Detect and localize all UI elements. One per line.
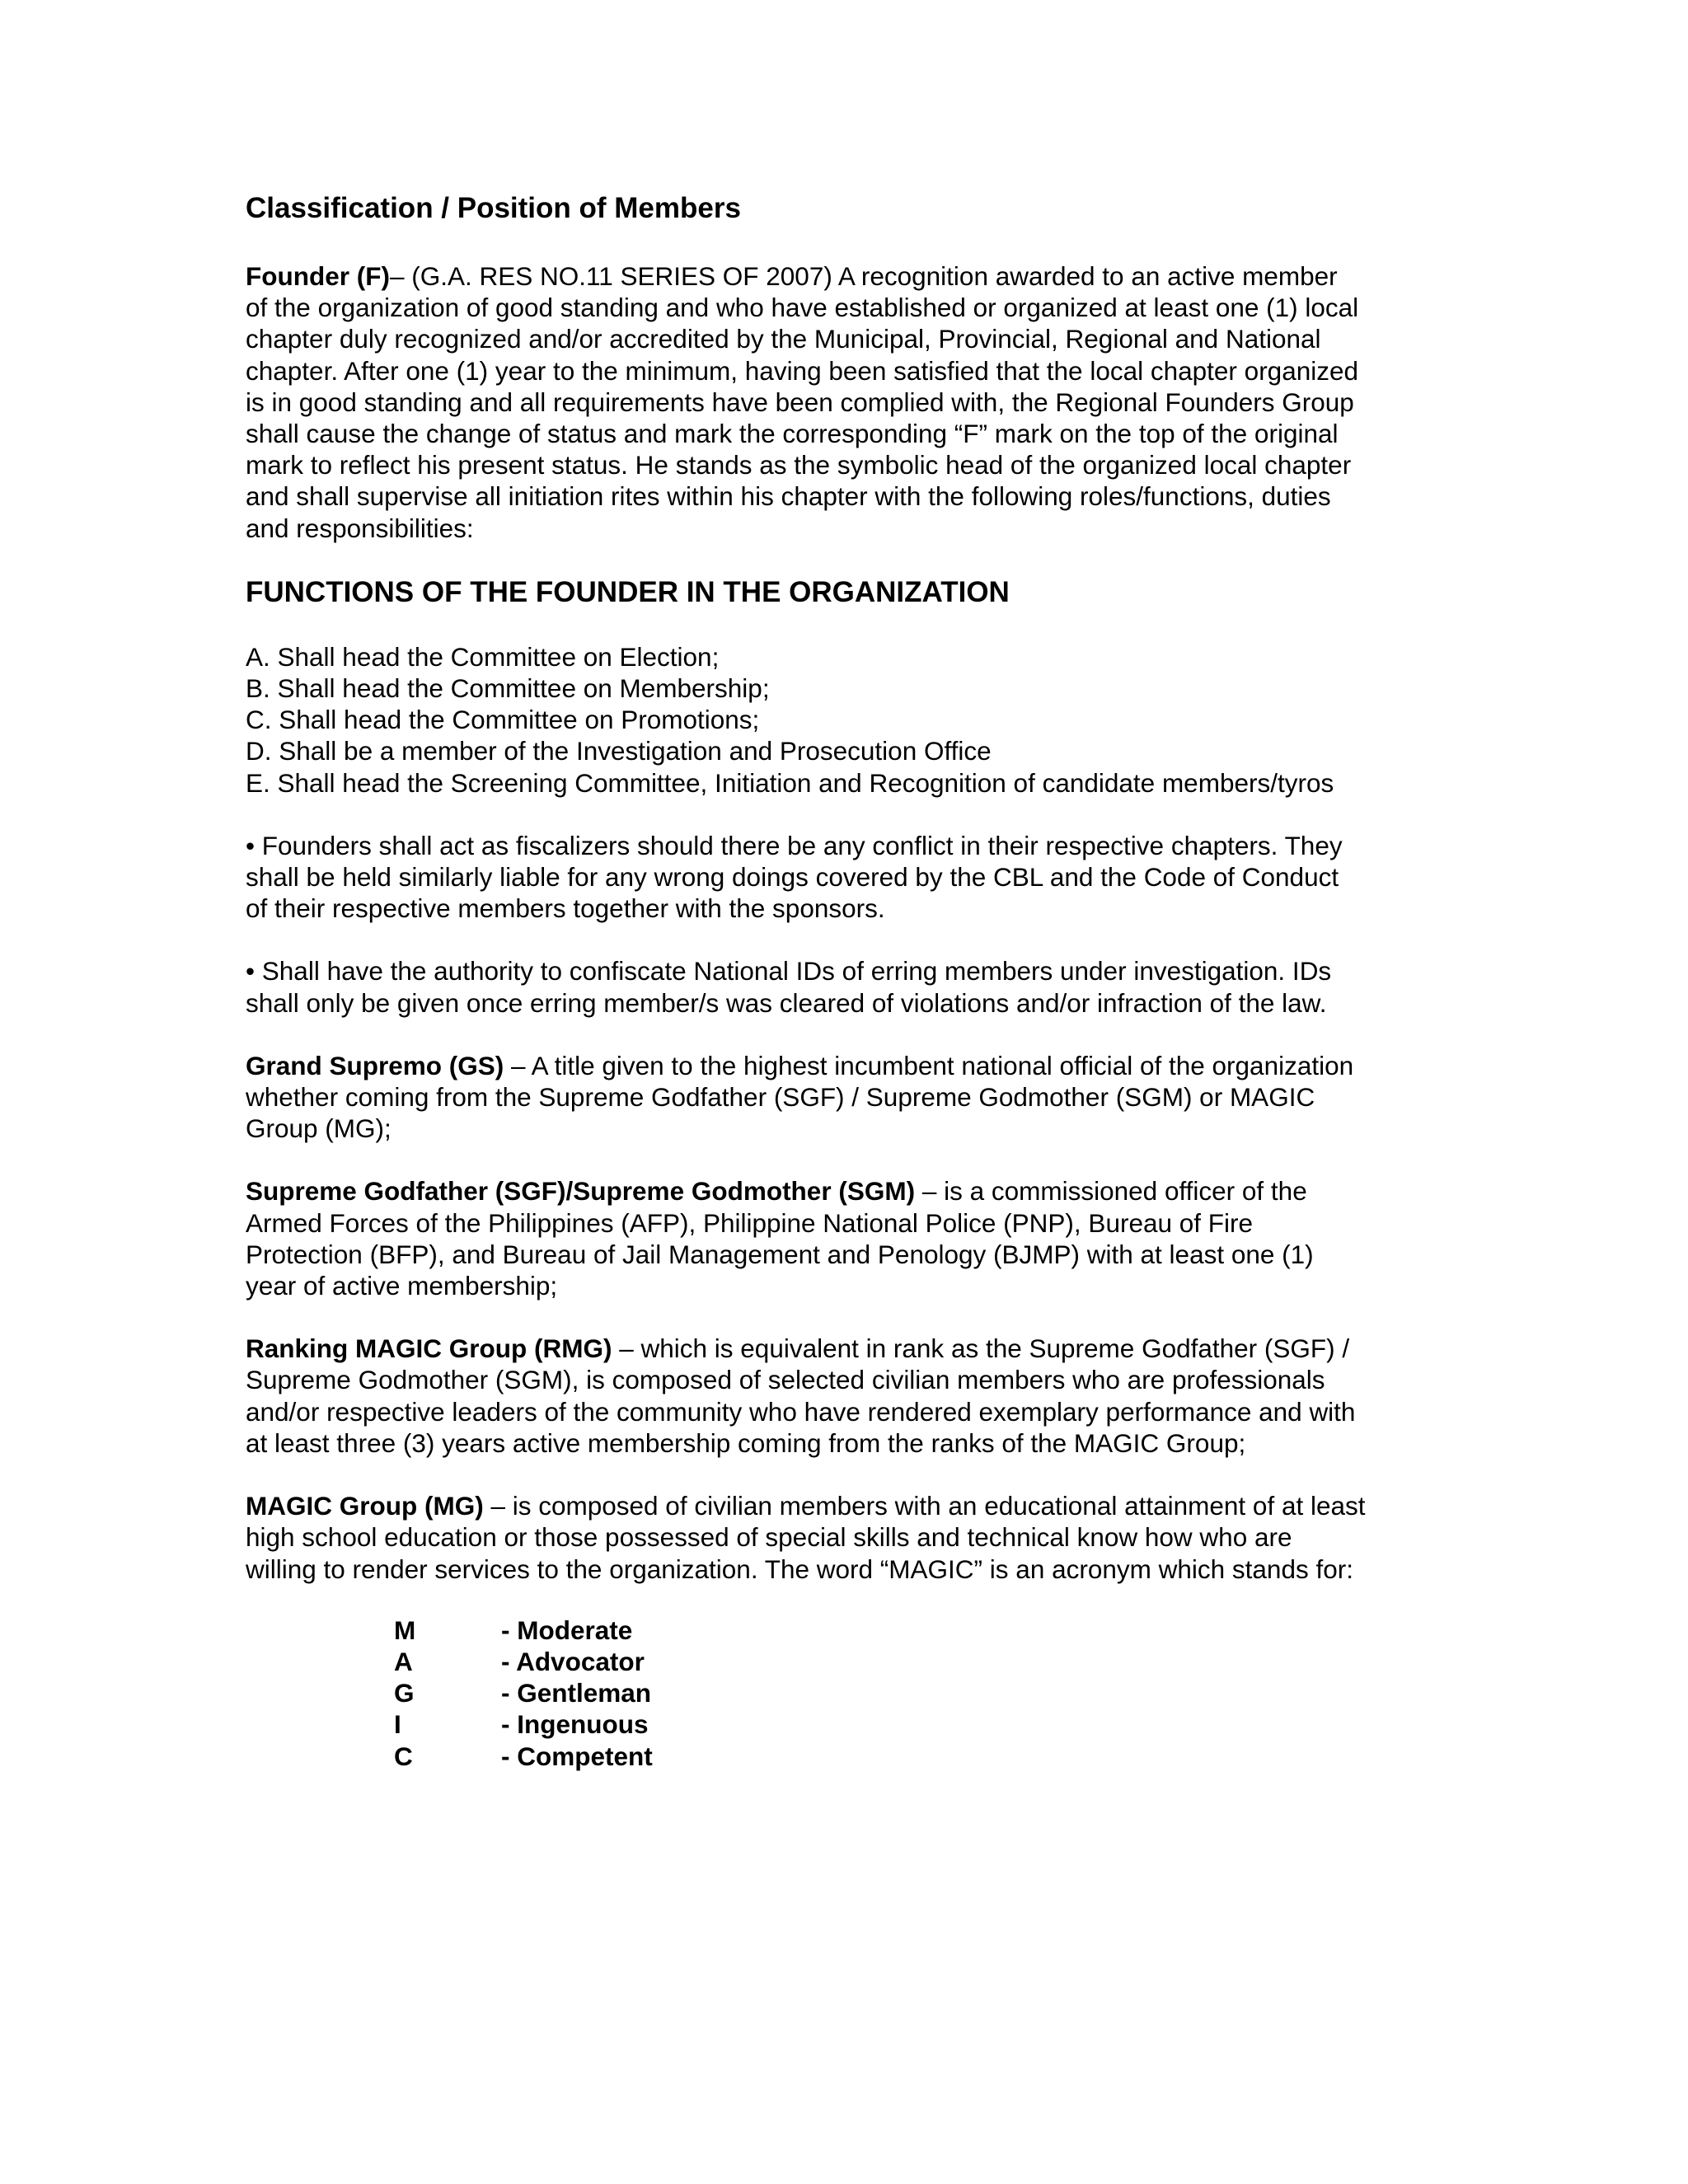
grand-supremo-term: Grand Supremo (GS) — [246, 1050, 504, 1080]
function-item: E. Shall head the Screening Committee, Initiation and Recognition of candidate members/tyros — [246, 767, 1334, 798]
ranking-magic-paragraph — [246, 1333, 1482, 1459]
magic-group-term: MAGIC Group (MG) — [246, 1491, 484, 1521]
founder-term: Founder (F) — [246, 261, 390, 291]
acronym-meaning: - Advocator — [501, 1646, 645, 1676]
acronym-row — [394, 1677, 653, 1708]
supreme-godfather-term: Supreme Godfather (SGF)/Supreme Godmother (SGM) — [246, 1176, 916, 1207]
function-item: C. Shall head the Committee on Promotions; — [246, 705, 760, 735]
acronym-meaning: - Moderate — [501, 1615, 633, 1645]
functions-list — [246, 641, 1482, 799]
function-item: B. Shall head the Committee on Membership; — [246, 673, 770, 704]
magic-group-paragraph — [246, 1490, 1482, 1585]
ranking-magic-term: Ranking MAGIC Group (RMG) — [246, 1333, 612, 1364]
function-item: D. Shall be a member of the Investigation and Prosecution Office — [246, 736, 992, 766]
supreme-godfather-paragraph — [246, 1175, 1482, 1301]
acronym-letter: C — [394, 1741, 413, 1771]
acronym-letter: M — [394, 1615, 416, 1645]
founder-paragraph — [246, 260, 1482, 544]
acronym-meaning: - Competent — [501, 1741, 653, 1771]
acronym-letter: A — [394, 1646, 413, 1676]
acronym-row — [394, 1708, 653, 1740]
acronym-row — [394, 1646, 653, 1677]
bullet-fiscalizers: • Founders shall act as fiscalizers should there be any conflict in their respective chapters. They shall be held similarly liable for any wrong doings covered by the CBL and the Code of Conduct of their respective members together with the sponsors. — [246, 830, 1343, 924]
page-title: Classification / Position of Members — [246, 192, 741, 224]
acronym-row — [394, 1615, 653, 1646]
founder-text: – (G.A. RES NO.11 SERIES OF 2007) A recognition awarded to an active member of the organization of good standing and who have established or organized at least one (1) local chapter duly recognized and/or accredited by the Municipal, Provincial, Regional and National chapter. After one (1) year to the minimum, having been satisfied that the local chapter organized is in good standing and all requirements have been complied with, the Regional Founders Group shall cause the change of status and mark the corresponding “F” mark on the top of the original mark to reflect his present status. He stands as the symbolic head of the organized local chapter and shall supervise all initiation rites within his chapter with the following roles/functions, duties and responsibilities: — [246, 261, 1359, 543]
grand-supremo-paragraph — [246, 1050, 1482, 1145]
bullet-confiscate-ids: • Shall have the authority to confiscate National IDs of erring members under investigation. IDs shall only be given once erring member/s was cleared of violations and/or infraction of the law. — [246, 956, 1332, 1018]
function-item: A. Shall head the Committee on Election; — [246, 641, 720, 672]
magic-group-text: – is composed of civilian members with an educational attainment of at least high school education or those possessed of special skills and technical know how who are willing to render services to the organization. The word “MAGIC” is an acronym which stands for: — [246, 1491, 1366, 1584]
acronym-meaning: - Ingenuous — [501, 1709, 649, 1740]
magic-acronym-table — [394, 1615, 653, 1772]
functions-heading: FUNCTIONS OF THE FOUNDER IN THE ORGANIZATION — [246, 575, 1010, 608]
ranking-magic-text: – which is equivalent in rank as the Supreme Godfather (SGF) / Supreme Godmother (SGM), is composed of selected civilian members who are professionals and/or respective leaders of the community who have rendered exemplary performance and with at least three (3) years active membership coming from the ranks of the MAGIC Group; — [246, 1333, 1356, 1458]
document-page — [246, 191, 1482, 1772]
acronym-letter: G — [394, 1678, 415, 1708]
acronym-meaning: - Gentleman — [501, 1678, 652, 1708]
acronym-row — [394, 1741, 653, 1772]
grand-supremo-text: – A title given to the highest incumbent national official of the organization whether coming from the Supreme Godfather (SGF) / Supreme Godmother (SGM) or MAGIC Group (MG); — [246, 1050, 1354, 1144]
supreme-godfather-text: – is a commissioned officer of the Armed Forces of the Philippines (AFP), Philippine National Police (PNP), Bureau of Fire Protection (BFP), and Bureau of Jail Management and Penology (BJMP) with at least one (1) year of active membership; — [246, 1176, 1314, 1301]
acronym-letter: I — [394, 1709, 401, 1740]
